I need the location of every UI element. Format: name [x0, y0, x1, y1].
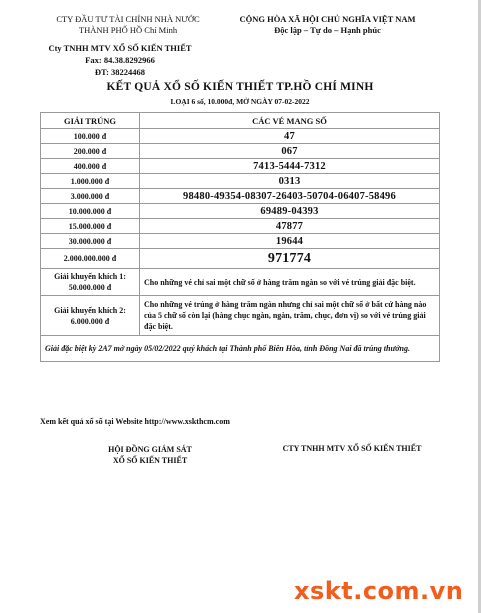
consolation-1-rule: Cho những vé chỉ sai một chữ số ở hàng trăm ngàn so với vé trúng giải đặc biệt. [140, 269, 440, 296]
column-header-prize: GIẢI TRÚNG [41, 113, 140, 129]
company-fax: Fax: 84.38.8292966 [85, 55, 155, 65]
consolation-1-title: Giải khuyến khích 1: [54, 272, 126, 281]
prize-amount: 200.000 đ [41, 144, 140, 159]
table-row [41, 174, 440, 189]
supervisory-line-2: XỔ SỐ KIẾN THIẾT [112, 456, 188, 465]
table-row-consolation-2 [41, 296, 440, 336]
consolation-2-rule: Cho những vé trúng ở hàng trăm ngàn nhưng chỉ sai một chữ số ở bất cứ hàng nào của 5 chữ số còn lại (hàng chục ngàn, ngàn, trăm, chục, đơn vị) so với vé trúng giải đặc biệt. [140, 296, 440, 336]
table-row [41, 204, 440, 219]
winning-numbers: 98480-49354-08307-26403-50704-06407-58496 [140, 189, 440, 204]
table-row [41, 189, 440, 204]
consolation-1-label [41, 269, 140, 296]
prize-amount: 100.000 đ [41, 129, 140, 144]
table-row [41, 129, 440, 144]
issuer-header [28, 14, 228, 36]
issuer-line-2: THÀNH PHỐ HỒ Chí Minh [78, 25, 178, 35]
winning-numbers: 69489-04393 [140, 204, 440, 219]
national-header [225, 14, 430, 36]
winning-numbers: 47877 [140, 219, 440, 234]
issuer-line-1: CTY ĐẦU TƯ TÀI CHÍNH NHÀ NƯỚC [56, 14, 200, 24]
table-row [41, 144, 440, 159]
table-row [41, 219, 440, 234]
website-notice: Xem kết quả xổ số tại Website http://www.xskthcm.com [40, 417, 230, 426]
prize-amount: 3.000.000 đ [41, 189, 140, 204]
consolation-2-amount: 6.000.000 đ [70, 316, 110, 326]
prize-amount: 1.000.000 đ [41, 174, 140, 189]
winning-numbers: 19644 [140, 234, 440, 249]
prize-amount: 2.000.000.000 đ [41, 249, 140, 269]
company-phone: ĐT: 38224468 [94, 67, 146, 77]
prize-amount: 400.000 đ [41, 159, 140, 174]
table-row-consolation-1 [41, 269, 440, 296]
winning-numbers: 067 [140, 144, 440, 159]
winning-numbers: 47 [140, 129, 440, 144]
table-row [41, 234, 440, 249]
special-prize-number: 971774 [140, 249, 440, 269]
winning-numbers: 0313 [140, 174, 440, 189]
supervisory-line-1: HỘI ĐỒNG GIÁM SÁT [108, 445, 192, 454]
consolation-2-title: Giải khuyến khích 2: [54, 305, 126, 315]
winning-numbers: 7413-5444-7312 [140, 159, 440, 174]
supervisory-board-signature [90, 444, 210, 466]
company-block [30, 42, 210, 78]
watermark-logo: xskt.com.vn [294, 577, 464, 605]
table-row [41, 159, 440, 174]
table-row-note [41, 336, 440, 362]
results-table [40, 112, 440, 362]
table-header-row [41, 113, 440, 129]
table-row-special-prize [41, 249, 440, 269]
page-title: KẾT QUẢ XỔ SỐ KIẾN THIẾT TP.HỒ CHÍ MINH [106, 81, 374, 93]
prize-amount: 15.000.000 đ [41, 219, 140, 234]
national-motto: Độc lập – Tự do – Hạnh phúc [274, 25, 381, 35]
prize-amount: 30.000.000 đ [41, 234, 140, 249]
company-name: Cty TNHH MTV XỔ SỐ KIẾN THIẾT [48, 43, 192, 53]
special-prize-note: Giải đặc biệt kỳ 2A7 mở ngày 05/02/2022 quý khách tại Thành phố Biên Hòa, tỉnh Đồng Nai đã trúng thưởng. [41, 336, 440, 362]
prize-amount: 10.000.000 đ [41, 204, 140, 219]
consolation-1-amount: 50.000.000 đ [68, 283, 112, 292]
consolation-2-label [41, 296, 140, 336]
column-header-numbers: CÁC VÉ MANG SỐ [140, 113, 440, 129]
national-title: CỘNG HÒA XÃ HỘI CHỦ NGHĨA VIỆT NAM [239, 14, 416, 24]
company-signature: CTY TNHH MTV XỔ SỐ KIẾN THIẾT [282, 444, 422, 453]
page-subtitle: LOẠI 6 số, 10.000đ, MỞ NGÀY 07-02-2022 [170, 97, 310, 106]
